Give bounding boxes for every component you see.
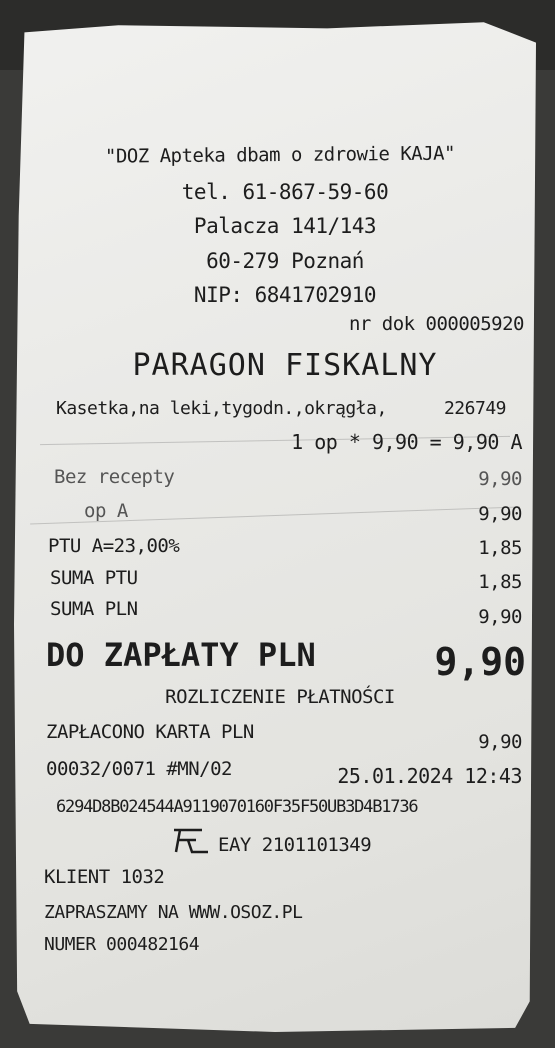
summary-value: 9,90: [478, 468, 522, 490]
summary-label: PTU A=23,00%: [48, 535, 180, 557]
summary-label: SUMA PTU: [50, 567, 138, 589]
total-value: 9,90: [434, 640, 526, 684]
summary-value: 9,90: [478, 606, 522, 628]
receipt-title: PARAGON FISKALNY: [132, 348, 438, 383]
summary-value: 9,90: [478, 503, 522, 525]
receipt-number: NUMER 000482164: [44, 934, 200, 955]
summary-value: 1,85: [478, 571, 522, 593]
summary-value: 1,85: [478, 537, 522, 559]
payment-amount: 9,90: [478, 731, 522, 753]
summary-label: op A: [84, 500, 128, 522]
payment-heading: ROZLICZENIE PŁATNOŚCI: [165, 686, 395, 708]
fiscal-logo-icon: [170, 826, 210, 856]
website-invite: ZAPRASZAMY NA WWW.OSOZ.PL: [44, 902, 303, 923]
store-city: 60-279 Poznań: [206, 249, 364, 273]
receipt-datetime: 25.01.2024 12:43: [337, 764, 522, 788]
store-street: Palacza 141/143: [193, 214, 377, 238]
summary-label: Bez recepty: [54, 466, 175, 488]
item-name: Kasetka,na leki,tygodn.,okrągła,: [56, 398, 387, 419]
register-id: 00032/0071 #MN/02: [46, 758, 232, 780]
payment-method: ZAPŁACONO KARTA PLN: [46, 721, 254, 743]
receipt-hash: 6294D8B024544A9119070160F35F50UB3D4B1736: [56, 797, 418, 817]
total-label: DO ZAPŁATY PLN: [46, 636, 316, 674]
item-quantity-line: 1 op * 9,90 = 9,90 A: [291, 430, 522, 454]
item-code: 226749: [443, 398, 506, 419]
summary-label: SUMA PLN: [50, 598, 138, 620]
document-number: nr dok 000005920: [348, 313, 524, 335]
store-name: "DOZ Apteka dbam o zdrowie KAJA": [104, 142, 456, 168]
store-phone: tel. 61-867-59-60: [181, 180, 389, 204]
client-number: KLIENT 1032: [44, 866, 165, 888]
store-nip: NIP: 6841702910: [193, 283, 377, 307]
fiscal-mark: EAY 2101101349: [218, 834, 372, 856]
